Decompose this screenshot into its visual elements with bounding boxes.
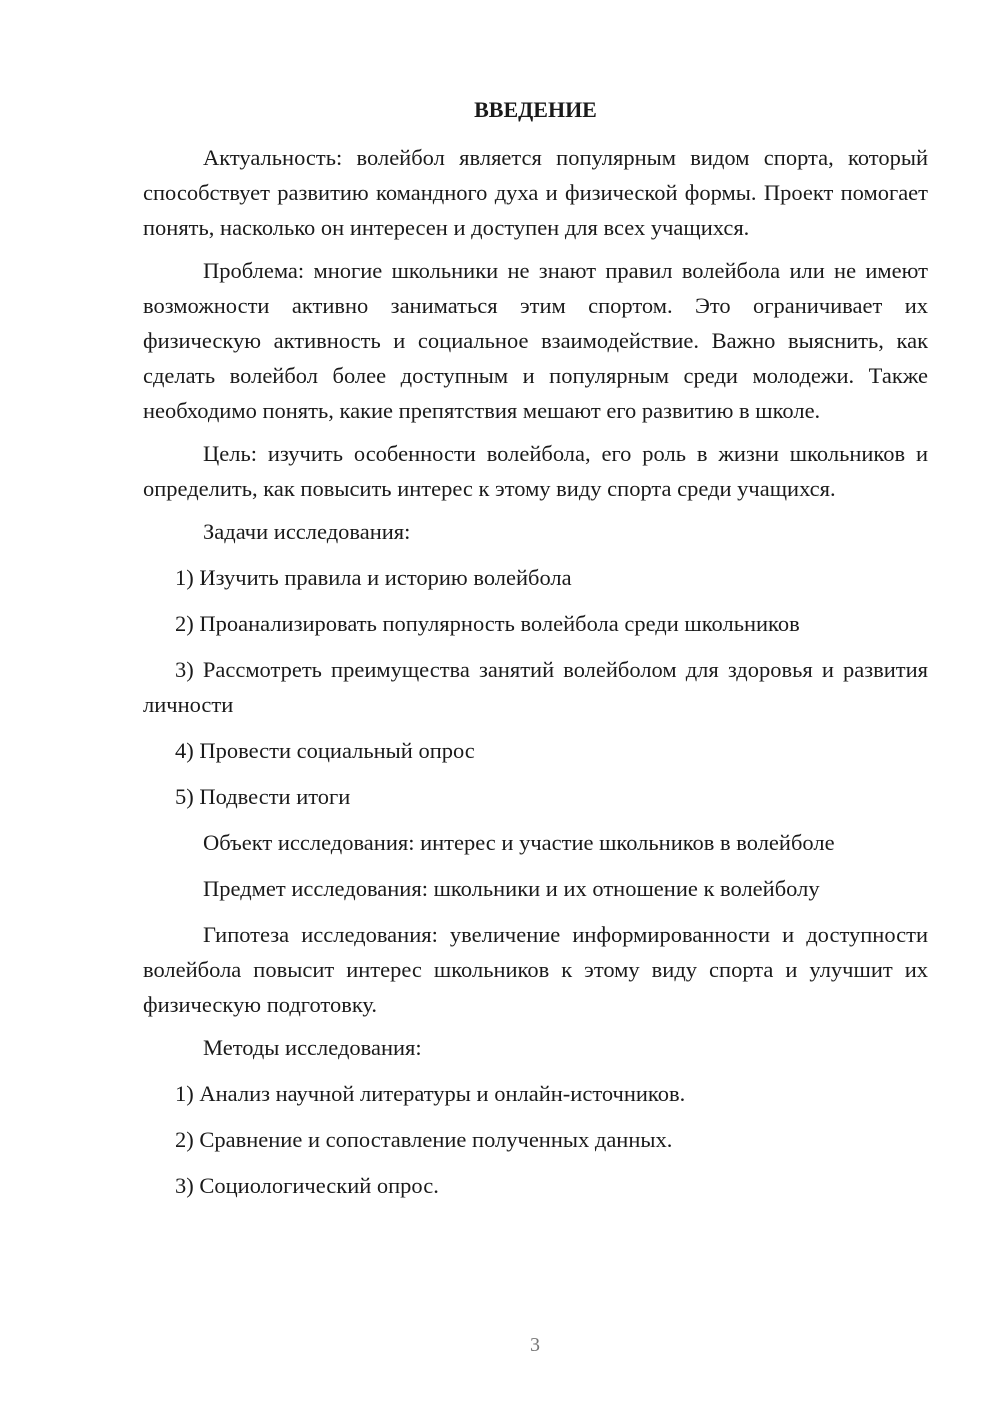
method-item: 1) Анализ научной литературы и онлайн-источников. [175, 1081, 686, 1106]
hypothesis-paragraph: Гипотеза исследования: увеличение информированности и доступности волейбола повысит интерес школьников к этому виду спорта и улучшит их физическую подготовку. [143, 922, 928, 1017]
document-page [143, 92, 928, 1214]
goal-paragraph: Цель: изучить особенности волейбола, его роль в жизни школьников и определить, как повысить интерес к этому виду спорта среди учащихся. [143, 441, 928, 501]
tasks-label: Задачи исследования: [203, 519, 411, 544]
task-item: 4) Провести социальный опрос [175, 738, 475, 763]
page-number: 3 [530, 1334, 540, 1356]
object-line: Объект исследования: интерес и участие школьников в волейболе [203, 830, 835, 855]
subject-line: Предмет исследования: школьники и их отношение к волейболу [203, 876, 820, 901]
task-item: 5) Подвести итоги [175, 784, 351, 809]
task-item: 3) Рассмотреть преимущества занятий волейболом для здоровья и развития личности [143, 657, 928, 717]
method-item: 2) Сравнение и сопоставление полученных данных. [175, 1127, 673, 1152]
methods-label: Методы исследования: [203, 1035, 422, 1060]
task-item: 1) Изучить правила и историю волейбола [175, 565, 572, 590]
problem-paragraph: Проблема: многие школьники не знают правил волейбола или не имеют возможности активно заниматься этим спортом. Это ограничивает их физическую активность и социальное взаимодействие. Важно выяснить, как сделать волейбол более доступным и популярным среди молодежи. Также необходимо понять, какие препятствия мешают его развитию в школе. [143, 258, 928, 423]
task-item: 2) Проанализировать популярность волейбола среди школьников [175, 611, 800, 636]
method-item: 3) Социологический опрос. [175, 1173, 439, 1198]
section-heading: ВВЕДЕНИЕ [474, 97, 597, 122]
relevance-paragraph: Актуальность: волейбол является популярным видом спорта, который способствует развитию командного духа и физической формы. Проект помогает понять, насколько он интересен и доступен для всех учащихся. [143, 145, 928, 240]
